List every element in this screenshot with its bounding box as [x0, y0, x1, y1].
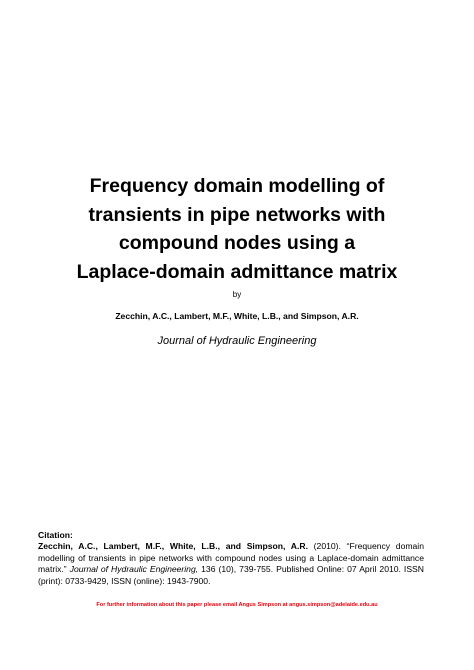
journal-name: Journal of Hydraulic Engineering: [157, 335, 317, 347]
citation-text-part-2: 136 (10), 739-755. Published Online: 07 April 2010. ISSN (print): 0733-9429, ISSN (online): 1943-7900.: [38, 564, 424, 586]
citation-block: [38, 530, 424, 587]
paper-title-line-2: transients in pipe networks with: [88, 203, 386, 226]
citation-text: [38, 541, 424, 587]
citation-text-part-1: (2010). “Frequency domain modelling of transients in pipe networks with compound nodes using a Laplace-domain admittance matrix.”: [38, 541, 424, 575]
citation-label: Citation:: [38, 530, 73, 540]
paper-title: [30, 172, 444, 286]
author-list: Zecchin, A.C., Lambert, M.F., White, L.B., and Simpson, A.R.: [115, 311, 359, 321]
paper-title-line-4: Laplace-domain admittance matrix: [76, 260, 398, 283]
paper-title-line-3: compound nodes using a: [118, 232, 356, 254]
paper-title-line-1: Frequency domain modelling of: [89, 175, 385, 197]
by-label: by: [232, 290, 242, 299]
contact-note: For further information about this paper please email Angus Simpson at angus.simpson@adelaide.edu.au: [96, 602, 378, 608]
citation-authors: Zecchin, A.C., Lambert, M.F., White, L.B., and Simpson, A.R.: [38, 541, 308, 552]
citation-journal: Journal of Hydraulic Engineering,: [69, 564, 199, 575]
